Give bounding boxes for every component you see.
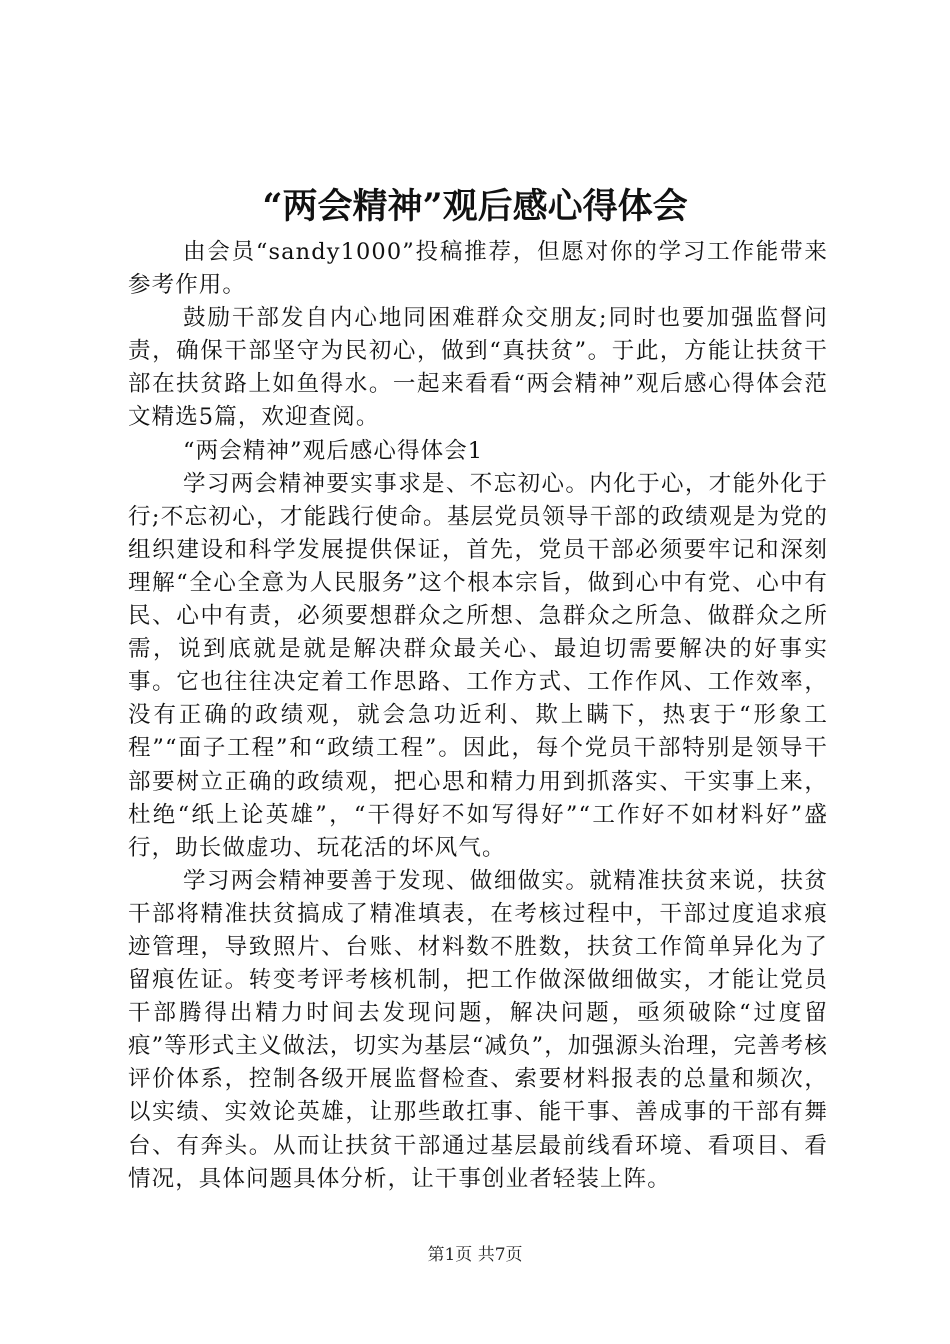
paragraph-body-1: 学习两会精神要实事求是、不忘初心。内化于心，才能外化于行;不忘初心，才能践行使命。基层党员领导干部的政绩观是为党的组织建设和科学发展提供保证，首先，党员干部必须要牢记和深刻理解“全心全意为人民服务”这个根本宗旨，做到心中有党、心中有民、心中有责，必须要想群众之所想、急群众之所急、做群众之所需，说到底就是就是解决群众最关心、最迫切需要解决的好事实事。它也往往决定着工作思路、工作方式、工作作风、工作效率，没有正确的政绩观，就会急功近利、欺上瞒下，热衷于“形象工程”“面子工程”和“政绩工程”。因此，每个党员干部特别是领导干部要树立正确的政绩观，把心思和精力用到抓落实、干实事上来，杜绝“纸上论英雄”，“干得好不如写得好”“工作好不如材料好”盛行，助长做虚功、玩花活的坏风气。 [128, 470, 828, 861]
document-title: “两会精神”观后感心得体会 [262, 186, 688, 227]
paragraph-body-2: 学习两会精神要善于发现、做细做实。就精准扶贫来说，扶贫干部将精准扶贫搞成了精准填表，在考核过程中，干部过度追求痕迹管理，导致照片、台账、材料数不胜数，扶贫工作简单异化为了留痕佐证。转变考评考核机制，把工作做深做细做实，才能让党员干部腾得出精力时间去发现问题，解决问题，亟须破除“过度留痕”等形式主义做法，切实为基层“减负”，加强源头治理，完善考核评价体系，控制各级开展监督检查、索要材料报表的总量和频次，以实绩、实效论英雄，让那些敢扛事、能干事、善成事的干部有舞台、有奔头。从而让扶贫干部通过基层最前线看环境、看项目、看情况，具体问题具体分析，让干事创业者轻装上阵。 [128, 867, 828, 1192]
page-number-footer: 第1页 共7页 [427, 1245, 523, 1265]
document-body [128, 236, 828, 1196]
section-heading: “两会精神”观后感心得体会1 [183, 437, 484, 464]
paragraph-intro: 由会员“sandy1000”投稿推荐，但愿对你的学习工作能带来参考作用。 [128, 239, 828, 299]
paragraph-summary: 鼓励干部发自内心地同困难群众交朋友;同时也要加强监督问责，确保干部坚守为民初心，做到“真扶贫”。于此，方能让扶贫干部在扶贫路上如鱼得水。一起来看看“两会精神”观后感心得体会范文精选5篇，欢迎查阅。 [128, 305, 828, 431]
